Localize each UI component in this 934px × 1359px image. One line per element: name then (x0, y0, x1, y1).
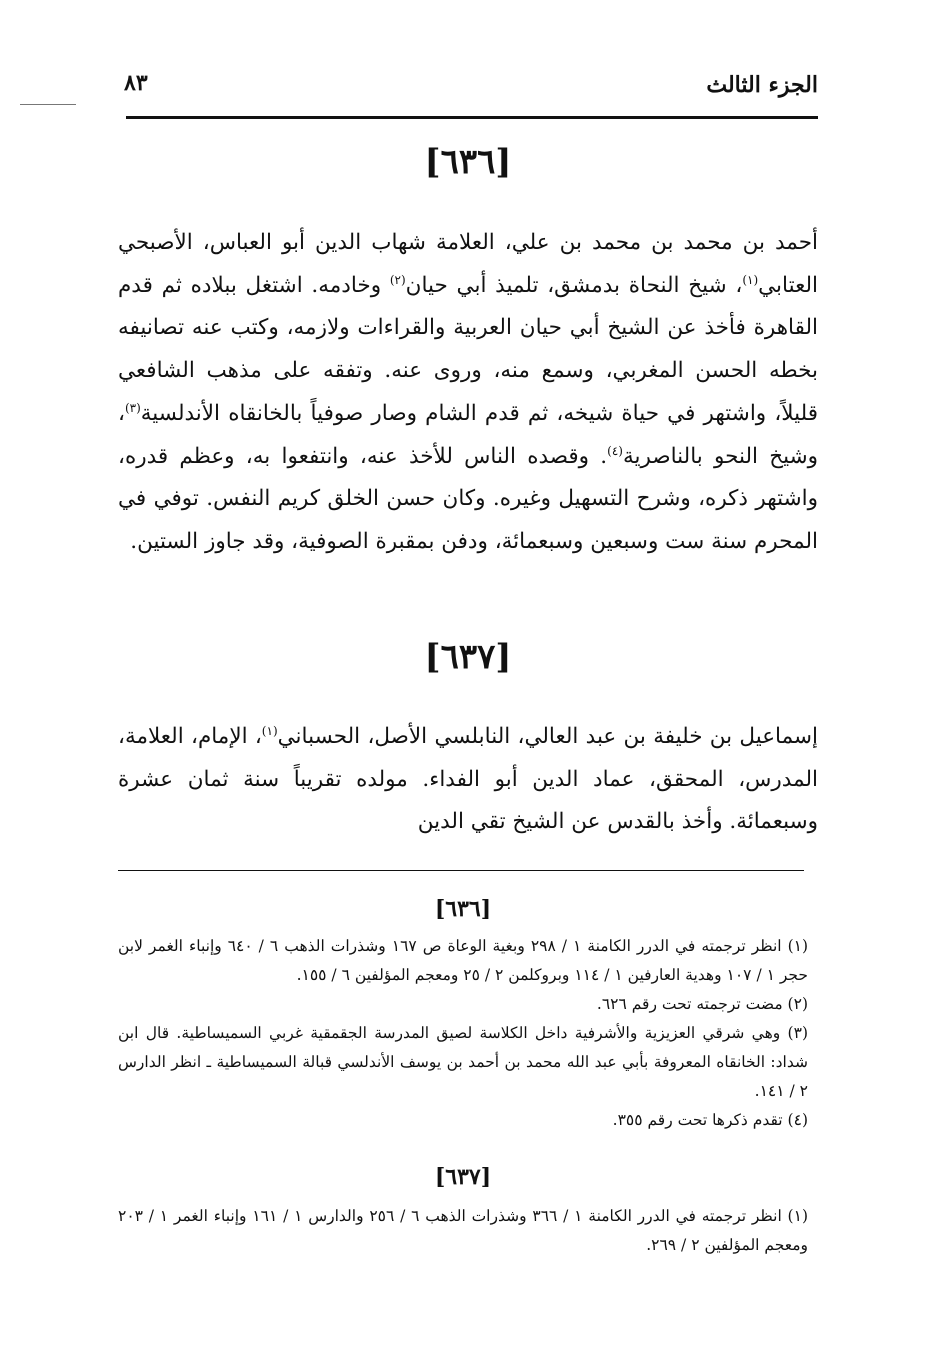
footnote-ref: (٣) (124, 400, 141, 415)
footnote-item: (٣) وهي شرقي العزيزية والأشرفية داخل الكلاسة لصيق المدرسة الجقمقية غربي السميساطية. قال ابن شداد: الخانقاه المعروفة بأبي عبد الله محمد بن أحمد بن يوسف الأندلسي قبالة السميساطية ـ انظر الدارس ٢ / ١٤١. (118, 1024, 808, 1100)
text-segment: ، شيخ النحاة بدمشق، تلميذ أبي حيان (405, 272, 743, 298)
footnote-ref: (٤) (607, 443, 623, 458)
text-segment: ، وشيخ النحو بالناصرية (118, 400, 818, 469)
footnote-item: (٢) مضت ترجمته تحت رقم ٦٢٦. (596, 995, 808, 1013)
header-rule (126, 116, 818, 119)
footnote-item: (١) انظر ترجمته في الدرر الكامنة ١ / ٢٩٨ وبغية الوعاة ص ١٦٧ وشذرات الذهب ٦ / ٦٤٠ وإنباء الغمر لابن حجر ١ / ١٠٧ وهدية العارفين ١ / ١١٤ وبروكلمن ٢ / ٢٥ ومعجم المؤلفين ٦ / ١٥٥. (118, 937, 809, 984)
margin-pencil-mark (20, 104, 76, 105)
footnote-heading-636: [٦٣٦] (434, 896, 492, 922)
footnotes-637 (118, 1202, 808, 1260)
entry-text-636 (118, 222, 818, 564)
text-segment: إسماعيل بن خليفة بن عبد العالي، النابلسي الأصل، الحسباني (277, 724, 819, 749)
text-segment: وخادمه. اشتغل ببلاده ثم قدم القاهرة فأخذ عن الشيخ أبي حيان العربية والقراءات ولازمه، وكتب عنه تصانيفه بخطه الحسن المغربي، وسمع منه، وروى عنه. وتفقه على مذهب الشافعي قليلاً، واشتهر في حياة شيخه، ثم قدم الشام وصار صوفياً بالخانقاه الأندلسية (118, 272, 818, 426)
footnote-ref: (٢) (389, 272, 406, 287)
footnote-ref: (١) (261, 723, 278, 738)
text-segment: . وقصده الناس للأخذ عنه، وانتفعوا به، وعظم قدره، واشتهر ذكره، وشرح التسهيل وغيره. وكان حسن الخلق كريم النفس. توفي في المحرم سنة ست وسبعين وسبعمائة، ودفن بمقبرة الصوفية، وقد جاوز الستين. (118, 443, 818, 554)
text-segment: ، الإمام، العلامة، المدرس، المحقق، عماد الدين أبو الفداء. مولده تقريباً سنة ثمان عشرة وسبعمائة. وأخذ بالقدس عن الشيخ تقي الدين (118, 724, 818, 835)
running-title: الجزء الثالث (706, 72, 818, 98)
page-header (118, 64, 818, 104)
footnote-item: (١) انظر ترجمته في الدرر الكامنة ١ / ٣٦٦ وشذرات الذهب ٦ / ٢٥٦ والدارس ١ / ١٦١ وإنباء الغمر ١ / ٢٠٣ ومعجم المؤلفين ٢ / ٢٦٩. (118, 1207, 808, 1254)
footnote-rule (118, 870, 804, 871)
entry-number-636: [٦٣٦] (424, 142, 512, 182)
footnote-heading-637: [٦٣٧] (434, 1164, 492, 1190)
footnote-ref: (١) (742, 272, 759, 287)
text-segment: أحمد بن محمد بن محمد بن علي، العلامة شهاب الدين أبو العباس، الأصبحي العتابي (118, 230, 818, 298)
footnotes-636 (118, 932, 808, 1135)
page-number: ٨٣ (124, 70, 148, 96)
entry-text-637 (118, 716, 818, 844)
entry-number-637: [٦٣٧] (424, 637, 512, 677)
footnote-item: (٤) تقدم ذكرها تحت رقم ٣٥٥. (612, 1111, 808, 1129)
